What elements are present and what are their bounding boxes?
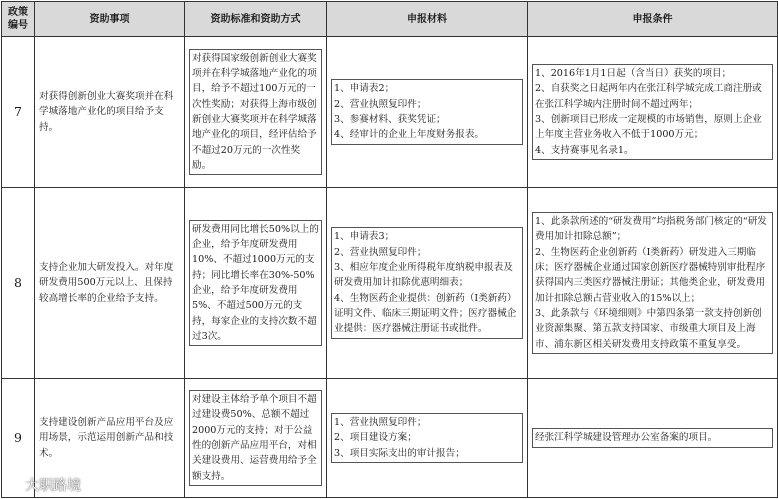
header-policy-number: 政策编号 (2, 2, 35, 37)
condition-line: 3、创新项目已形成一定规模的市场销售，原则上企业上年度主营业务收入不低于1000万元； (535, 114, 762, 141)
material-line: 4、经审计的企业上年度财务报表。 (334, 129, 485, 141)
watermark-logo-icon (6, 477, 22, 493)
application-conditions (532, 428, 773, 447)
material-line: 4、生物医药企业提供：创新药（I类新药）证明文件、临床三期证明文件；医疗器械企业提供：医疗器械注册证书或批件。 (334, 292, 517, 335)
material-line: 3、相应年度企业所得税年度纳税申报表及研发费用加计扣除优惠明细表； (334, 262, 513, 289)
application-materials-cell (327, 188, 528, 379)
policy-number: 8 (2, 188, 35, 379)
policy-number: 7 (2, 37, 35, 188)
application-conditions (532, 212, 773, 354)
funding-standard-cell (185, 188, 327, 379)
condition-line: 2、生物医药企业创新药（I类新药）研发进入三期临床；医疗器械企业通过国家创新医疗器械特别审批程序获得国内三类医疗器械注册证；其他类企业，研发费用加计扣除总额占营业收入的15%以上； (535, 246, 766, 304)
application-materials-cell (327, 37, 528, 188)
application-materials (331, 227, 523, 338)
material-line: 2、营业执照复印件； (334, 98, 427, 110)
header-application-conditions: 申报条件 (528, 2, 778, 37)
funding-standard: 对建设主体给予单个项目不超过建设费50%、总额不超过2000万元的支持；对于公益性的创新产品应用平台，对相关建设费用、运营费用给予全额支持。 (189, 390, 322, 486)
watermark (6, 475, 81, 495)
policy-table (1, 1, 778, 498)
watermark-text: 大职路境 (25, 478, 81, 494)
condition-line: 2、自获奖之日起两年内在张江科学城完成工商注册或在张江科学城内注册时间不超过两年； (535, 83, 762, 110)
material-line: 3、参赛材料、获奖凭证； (334, 114, 446, 125)
header-funding-standard: 资助标准和资助方式 (185, 2, 327, 37)
funding-standard-cell (185, 379, 327, 498)
application-materials (331, 79, 523, 144)
table-row (2, 188, 778, 379)
condition-line: 4、支持赛事见名录1。 (535, 144, 634, 156)
application-conditions-cell (528, 379, 778, 498)
policy-number: 9 (2, 379, 35, 498)
material-line: 1、申请表3； (334, 231, 395, 243)
funding-standard: 研发费用同比增长50%以上的企业，给予年度研发费用10%、不超过1000万元的支持；同比增长率在30%-50%企业，给予年度研发费用5%、不超过500万元的支持，每家企业的支持次数不超过3次。 (189, 220, 322, 346)
funding-item: 支持建设创新产品应用平台及应用场景，示范运用创新产品和技术。 (35, 379, 185, 498)
material-line: 1、营业执照复印件； (334, 417, 427, 429)
condition-line: 经张江科学城建设管理办公室备案的项目。 (535, 432, 718, 444)
funding-standard: 对获得国家级创新创业大赛奖项并在科学城落地产业化的项目，给予不超过100万元的一次性奖励；对获得上海市级创新创业大赛奖项并在科学城落地产业化的项目，经评估给予不超过20万元的一次性奖励。 (189, 49, 322, 175)
application-conditions (532, 64, 773, 160)
condition-line: 3、此条款与《环境细则》中第四条第一款支持创新创业资源集聚、第五款支持国家、市级重大项目及上海市、浦东新区相关研发费用支持政策不重复享受。 (535, 307, 762, 350)
application-conditions-cell (528, 37, 778, 188)
application-materials-cell (327, 379, 528, 498)
application-conditions-cell (528, 188, 778, 379)
table-row (2, 37, 778, 188)
funding-item: 支持企业加大研发投入。对年度研发费用500万元以上、且保持较高增长率的企业给予支持。 (35, 188, 185, 379)
material-line: 2、项目建设方案； (334, 432, 417, 444)
material-line: 2、营业执照复印件； (334, 246, 427, 258)
material-line: 3、项目实际支出的审计报告； (334, 447, 465, 459)
header-funding-item: 资助事项 (35, 2, 185, 37)
material-line: 1、申请表2； (334, 83, 395, 95)
condition-line: 1、2016年1月1日起（含当日）获奖的项目； (535, 68, 732, 80)
table-row (2, 379, 778, 498)
application-materials (331, 413, 523, 463)
funding-standard-cell (185, 37, 327, 188)
header-application-materials: 申报材料 (327, 2, 528, 37)
table-header-row (2, 2, 778, 37)
condition-line: 1、此条款所述的“研发费用”均指税务部门核定的“研发费用加计扣除总额”； (535, 216, 767, 243)
funding-item: 对获得创新创业大赛奖项并在科学城落地产业化的项目给予支持。 (35, 37, 185, 188)
